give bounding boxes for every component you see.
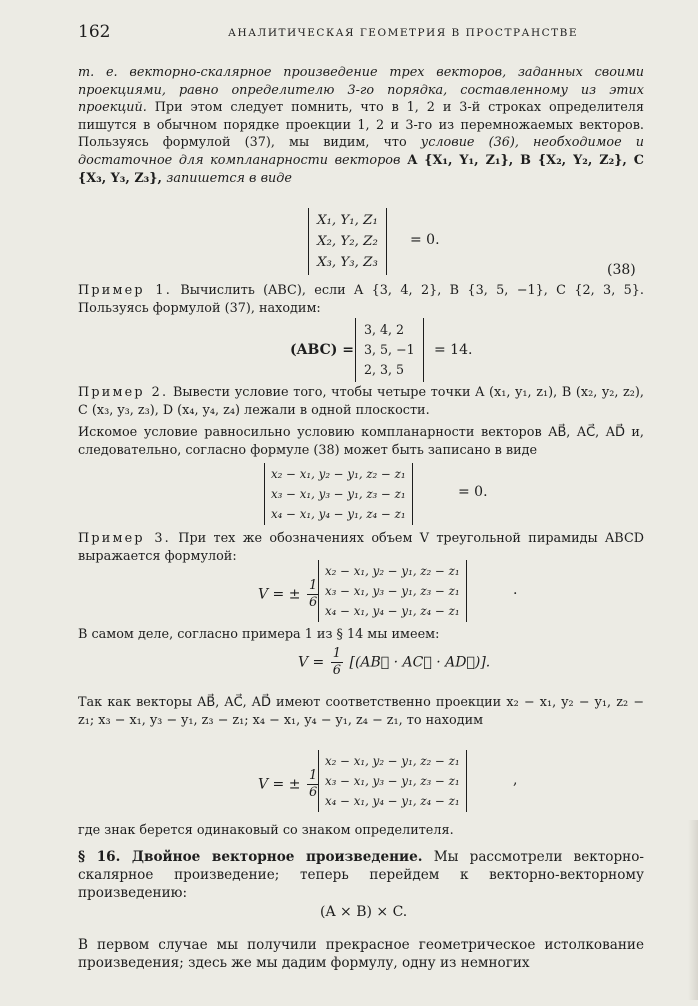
fraction-denominator: 6: [332, 663, 342, 678]
example1-text: Вычислить (ABC), если A {3, 4, 2}, B {3, 5, −1}, C {2, 3, 5}. Пользуясь формулой (37), находим:: [78, 283, 644, 316]
example3-row-1: x₂ − x₁, y₂ − y₁, z₂ − z₁: [325, 564, 460, 578]
example2-paragraph: [78, 384, 644, 419]
section16-text2: В первом случае мы получили прекрасное геометрическое истолкование произведения; здесь же мы дадим формулу, одну из немногих: [78, 937, 644, 971]
example3-text: При тех же обозначениях объем V треугольной пирамиды ABCD выражается формулой:: [78, 531, 644, 564]
volume2-row-2: x₃ − x₁, y₃ − y₁, z₃ − z₁: [325, 774, 460, 788]
volume-rhs: [(AB⃗ · AC⃗ · AD⃗)].: [349, 654, 491, 671]
volume2-lhs: V = ±: [258, 776, 301, 793]
example3-paragraph-2: [78, 626, 644, 644]
eq38-label: (38): [607, 262, 636, 278]
volume-lhs: V =: [298, 654, 325, 671]
volume-formula-2-lhs: [258, 768, 321, 801]
example2-row-3: x₄ − x₁, y₄ − y₁, z₄ − z₁: [271, 507, 406, 521]
example3-determinant: [318, 560, 467, 622]
example1-determinant: [355, 318, 424, 382]
volume-fraction: [331, 646, 343, 679]
example1-row-3: 2, 3, 5: [364, 362, 405, 377]
example3-lhs-group: [258, 578, 321, 611]
example2-text2: Искомое условие равносильно условию компланарности векторов AB⃗, AC⃗, AD⃗ и, следовательно, согласно формуле (38) может быть записано в виде: [78, 425, 644, 458]
example1-lhs: (ABC) =: [290, 342, 354, 358]
fraction-denominator: 6: [308, 595, 318, 610]
example3-heading: Пример 3.: [78, 531, 171, 546]
eq38-row-2: X₂, Y₂, Z₂: [317, 234, 378, 249]
fraction-numerator: 1: [332, 646, 342, 661]
fraction-numerator: 1: [308, 578, 318, 593]
volume-formula: [298, 646, 490, 679]
example3-paragraph-4: [78, 822, 644, 840]
example1-row-2: 3, 5, −1: [364, 342, 415, 357]
example2-row-1: x₂ − x₁, y₂ − y₁, z₂ − z₁: [271, 467, 406, 481]
section16-text: Мы рассмотрели векторно-скалярное произведение; теперь перейдем к векторно-векторному произведению:: [78, 849, 644, 901]
example1-heading: Пример 1.: [78, 283, 172, 298]
eq38-row-1: X₁, Y₁, Z₁: [317, 213, 378, 228]
intro-italic-3: запишется в виде: [166, 170, 292, 186]
section16-title: § 16. Двойное векторное произведение.: [78, 849, 423, 865]
example3-paragraph-3: [78, 694, 644, 729]
intro-paragraph: [78, 64, 644, 187]
section16-paragraph: [78, 848, 644, 902]
example1-rhs: = 14.: [434, 342, 473, 358]
example3-text2: В самом деле, согласно примера 1 из § 14 мы имеем:: [78, 627, 440, 642]
example1-paragraph: [78, 282, 644, 317]
eq38-rhs: = 0.: [410, 232, 440, 248]
example1-row-1: 3, 4, 2: [364, 322, 405, 337]
example3-row-3: x₄ − x₁, y₄ − y₁, z₄ − z₁: [325, 604, 460, 618]
example3-row-2: x₃ − x₁, y₃ − y₁, z₃ − z₁: [325, 584, 460, 598]
section16-paragraph-2: [78, 936, 644, 972]
example2-determinant: [264, 463, 413, 525]
volume2-row-3: x₄ − x₁, y₄ − y₁, z₄ − z₁: [325, 794, 460, 808]
running-title: АНАЛИТИЧЕСКАЯ ГЕОМЕТРИЯ В ПРОСТРАНСТВЕ: [228, 27, 579, 39]
page-header: [78, 22, 644, 42]
volume2-determinant: [318, 750, 467, 812]
example3-lhs: V = ±: [258, 586, 301, 603]
intro-italic-2: условие (36), необходимое и достаточное для компланарности векторов: [78, 135, 644, 168]
scan-shadow: [688, 820, 698, 1000]
example3-text3: Так как векторы AB⃗, AC⃗, AD⃗ имеют соответственно проекции x₂ − x₁, y₂ − y₁, z₂ − z₁; x₃ − x₁, y₃ − y₁, z₃ − z₁; x₄ − x₁, y₄ − y₁, z₄ − z₁, то находим: [78, 695, 644, 728]
eq38-row-3: X₃, Y₃, Z₃: [317, 255, 378, 270]
fraction-numerator: 1: [308, 768, 318, 783]
fraction-denominator: 6: [308, 785, 318, 800]
volume2-row-1: x₂ − x₁, y₂ − y₁, z₂ − z₁: [325, 754, 460, 768]
example3-end: .: [513, 582, 518, 598]
example2-paragraph-2: [78, 424, 644, 459]
section16-formula: (A × B) × C.: [320, 904, 408, 920]
example3-text4: где знак берется одинаковый со знаком определителя.: [78, 823, 454, 838]
example2-text: Вывести условие того, чтобы четыре точки A (x₁, y₁, z₁), B (x₂, y₂, z₂), C (x₃, y₃, z₃), D (x₄, y₄, z₄) лежали в одной плоскости.: [78, 385, 644, 418]
page-number: 162: [78, 22, 111, 42]
example2-rhs: = 0.: [458, 484, 488, 500]
intro-vectors: A {X₁, Y₁, Z₁}, B {X₂, Y₂, Z₂}, C {X₃, Y₃, Z₃},: [78, 152, 644, 186]
intro-text-1: При этом следует помнить, что в 1, 2 и 3-й строках определителя пишутся в обычном порядке проекции 1, 2 и 3-го из перемножаемых векторов. Пользуясь формулой (37), мы видим, что: [78, 100, 644, 151]
example2-heading: Пример 2.: [78, 385, 169, 400]
example2-row-2: x₃ − x₁, y₃ − y₁, z₃ − z₁: [271, 487, 406, 501]
intro-italic-1: т. е. векторно-скалярное произведение трех векторов, заданных своими проекциями, равно определителю 3-го порядка, составленному из этих проекций.: [78, 65, 644, 116]
volume2-end: ,: [513, 772, 518, 788]
eq38-determinant: [308, 208, 387, 275]
